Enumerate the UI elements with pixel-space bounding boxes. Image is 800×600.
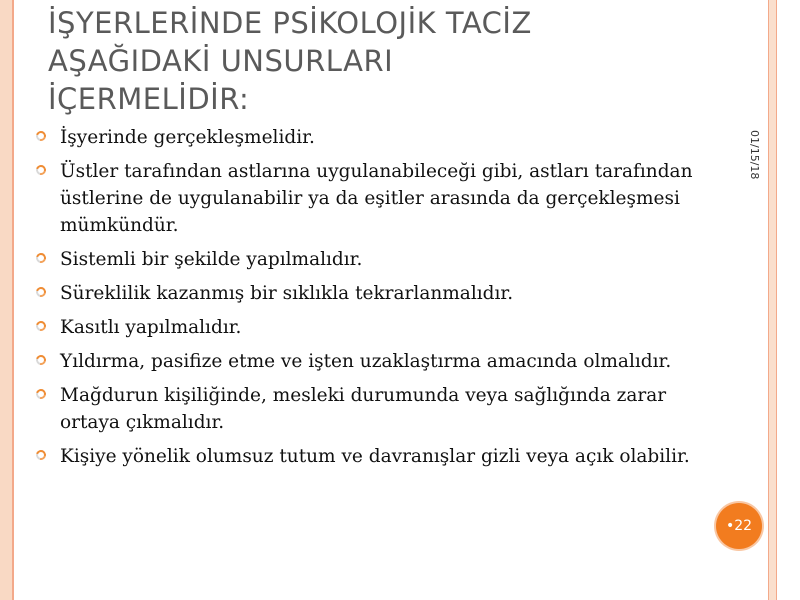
bullet-text: Yıldırma, pasifize etme ve işten uzaklaştırma amacında olmalıdır. — [60, 351, 672, 372]
bullet-item-3 — [36, 246, 696, 273]
bullet-text: Sistemli bir şekilde yapılmalıdır. — [60, 249, 363, 270]
bullet-ring-icon — [34, 129, 48, 143]
bullet-item-2 — [36, 158, 696, 239]
title-line-3: İÇERMELİDİR: — [48, 82, 250, 116]
bullet-item-7 — [36, 382, 696, 436]
slide-date: 01/15/18 — [748, 130, 761, 180]
bullet-ring-icon — [34, 448, 48, 462]
left-accent-border — [0, 0, 14, 600]
bullet-text: Kasıtlı yapılmalıdır. — [60, 317, 242, 338]
bullet-ring-icon — [34, 353, 48, 367]
bullet-ring-icon — [34, 319, 48, 333]
bullet-text: Süreklilik kazanmış bir sıklıkla tekrarlanmalıdır. — [60, 283, 514, 304]
bullet-item-5 — [36, 314, 696, 341]
bullet-ring-icon — [34, 285, 48, 299]
page-number: •22 — [725, 518, 753, 534]
bullet-list — [36, 124, 696, 470]
bullet-item-4 — [36, 280, 696, 307]
title-line-2: AŞAĞIDAKİ UNSURLARI — [48, 44, 394, 78]
bullet-text: İşyerinde gerçekleşmelidir. — [60, 127, 315, 148]
bullet-ring-icon — [34, 387, 48, 401]
bullet-ring-icon — [34, 163, 48, 177]
bullet-text: Mağdurun kişiliğinde, mesleki durumunda veya sağlığında zarar ortaya çıkmalıdır. — [60, 385, 667, 433]
bullet-ring-icon — [34, 251, 48, 265]
bullet-text: Kişiye yönelik olumsuz tutum ve davranışlar gizli veya açık olabilir. — [60, 446, 690, 467]
slide-content — [36, 124, 696, 477]
right-accent-border — [768, 0, 777, 600]
bullet-item-8 — [36, 443, 696, 470]
bullet-text: Üstler tarafından astlarına uygulanabileceği gibi, astları tarafından üstlerine de uygulanabilir ya da eşitler arasında da gerçekleşmesi mümkündür. — [60, 161, 693, 236]
page-number-badge — [716, 503, 762, 549]
title-line-1: İŞYERLERİNDE PSİKOLOJİK TACİZ — [48, 6, 532, 40]
bullet-item-6 — [36, 348, 696, 375]
bullet-item-1 — [36, 124, 696, 151]
slide-title — [48, 4, 688, 118]
